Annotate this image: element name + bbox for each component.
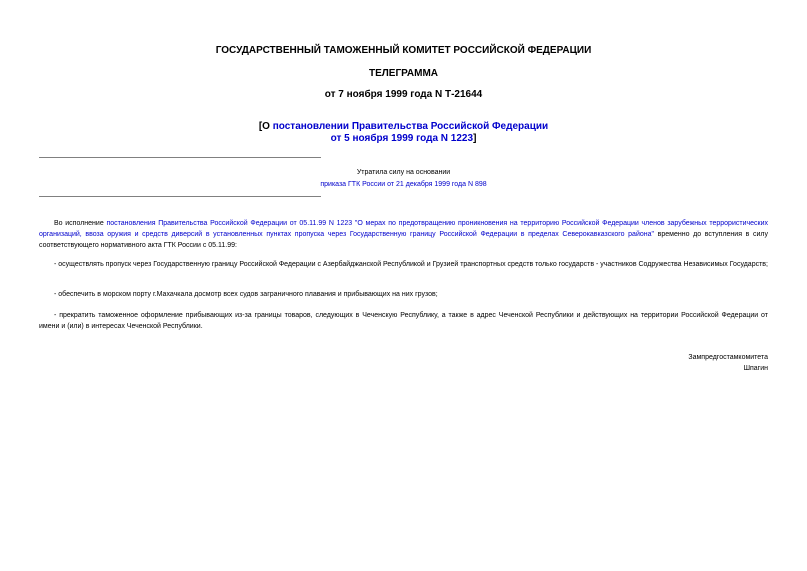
document-subject — [0, 121, 807, 145]
body-paragraph-3: - обеспечить в морском порту г.Махачкала досмотр всех судов заграничного плавания и прибывающих на них грузов; — [54, 291, 438, 298]
divider-bottom — [39, 196, 321, 197]
body-paragraph-2: - осуществлять пропуск через Государственную границу Российской Федерации с Азербайджанской Республикой и Грузией транспортных средств только государств - участников Содружества Независимых Государств; — [54, 261, 768, 268]
divider-top — [39, 157, 321, 158]
p1-intro: Во исполнение — [54, 220, 107, 227]
subject-link[interactable]: постановлении Правительства Российской Федерации — [272, 121, 549, 132]
status-order-link[interactable]: приказа ГТК России от 21 декабря 1999 года N 898 — [320, 181, 487, 188]
body-paragraph-4: - прекратить таможенное оформление прибывающих из-за границы товаров, следующих в Чеченскую Республику, а также в адрес Чеченской Республики и действующих на территории Российской Федерации от имени и (или) в интересах Чеченской Республики. — [39, 312, 768, 330]
document-date-number: от 7 ноября 1999 года N Т-21644 — [324, 89, 483, 100]
subject-bracket-close: ] — [473, 133, 477, 144]
document-issuer: ГОСУДАРСТВЕННЫЙ ТАМОЖЕННЫЙ КОМИТЕТ РОССИЙСКОЙ ФЕДЕРАЦИИ — [215, 45, 592, 56]
subject-bracket-open: [О — [258, 121, 273, 132]
body-paragraph-1 — [39, 218, 768, 251]
signatory-position: Зампредгостамкомитета — [688, 354, 768, 361]
subject-link-date[interactable]: от 5 ноября 1999 года N 1223 — [330, 133, 474, 144]
status-link-row — [0, 180, 807, 190]
signatory-name: Шпагин — [743, 365, 768, 372]
status-note: Утратила силу на основании — [356, 169, 451, 176]
document-type: ТЕЛЕГРАММА — [368, 68, 439, 79]
p1-ending: временно до вступления в силу соответствующего нормативного акта ГТК России с 05.11.99: — [39, 231, 768, 249]
resolution-link[interactable]: постановления Правительства Российской Федерации от 05.11.99 N 1223 "О мерах по предотвращению проникновения на территорию Российской Федерации членов зарубежных террористических организаций, ввоза оружия и средств диверсий в установленных пунктах пропуска через Государственную границу Российской Федерации в пределах Северокавказского района" — [39, 220, 768, 238]
